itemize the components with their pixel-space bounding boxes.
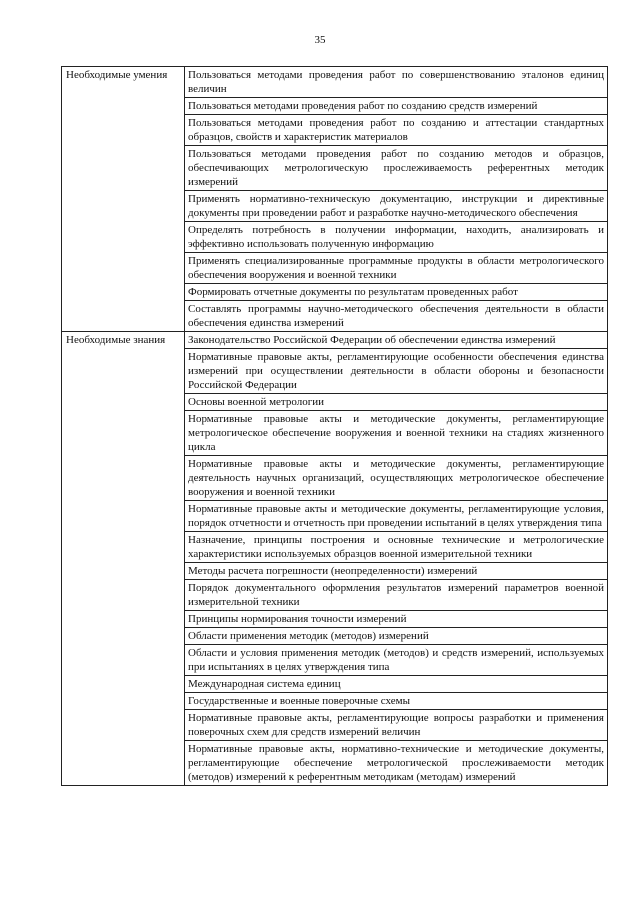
requirement-text: Нормативные правовые акты и методические документы, регламентирующие метрологическое обеспечение вооружения и военной техники на стадиях жизненного цикла <box>188 413 604 453</box>
page-number: 35 <box>314 34 326 46</box>
requirement-text: Нормативные правовые акты, регламентирующие вопросы разработки и применения поверочных схем для средств измерений величин <box>188 712 604 738</box>
requirements-table <box>61 66 608 786</box>
requirement-text: Пользоваться методами проведения работ по созданию средств измерений <box>188 100 538 112</box>
requirement-cell <box>185 301 608 332</box>
requirement-cell <box>185 563 608 580</box>
requirement-text: Нормативные правовые акты, регламентирующие особенности обеспечения единства измерений при осуществлении деятельности в области обороны и безопасности Российской Федерации <box>188 351 604 391</box>
requirement-cell <box>185 146 608 191</box>
requirement-cell <box>185 222 608 253</box>
requirement-text: Государственные и военные поверочные схемы <box>188 695 411 707</box>
section-title: Необходимые знания <box>62 332 185 786</box>
requirement-cell <box>185 456 608 501</box>
requirement-cell <box>185 349 608 394</box>
requirement-cell <box>185 411 608 456</box>
requirement-text: Назначение, принципы построения и основные технические и метрологические характеристики используемых образцов военной измерительной техники <box>188 534 604 560</box>
requirement-cell <box>185 191 608 222</box>
requirement-cell <box>185 284 608 301</box>
requirement-text: Нормативные правовые акты, нормативно-технические и методические документы, регламентирующие обеспечение метрологической прослеживаемости методик (методов) измерений к референтным методикам (методам) измерений <box>188 743 604 783</box>
requirement-cell <box>185 332 608 349</box>
table-row <box>62 332 608 349</box>
requirement-text: Области применения методик (методов) измерений <box>188 630 429 642</box>
requirement-text: Определять потребность в получении информации, находить, анализировать и эффективно использовать полученную информацию <box>188 224 604 250</box>
requirement-cell <box>185 693 608 710</box>
table-row <box>62 67 608 98</box>
requirement-text: Порядок документального оформления результатов измерений параметров военной измерительной техники <box>188 582 604 608</box>
requirement-text: Применять специализированные программные продукты в области метрологического обеспечения вооружения и военной техники <box>188 255 604 281</box>
requirement-text: Законодательство Российской Федерации об обеспечении единства измерений <box>188 334 556 346</box>
requirement-text: Применять нормативно-техническую документацию, инструкции и директивные документы при проведении работ и разработке научно-методического обеспечения <box>188 193 604 219</box>
requirement-cell <box>185 501 608 532</box>
requirement-cell <box>185 645 608 676</box>
requirement-text: Нормативные правовые акты и методические документы, регламентирующие условия, порядок отчетности и отчетность при проведении испытаний в целях утверждения типа <box>188 503 604 529</box>
requirement-cell <box>185 710 608 741</box>
requirement-text: Пользоваться методами проведения работ по совершенствованию эталонов единиц величин <box>188 69 604 95</box>
requirement-cell <box>185 394 608 411</box>
requirement-cell <box>185 532 608 563</box>
section-title: Необходимые умения <box>62 67 185 332</box>
requirement-cell <box>185 611 608 628</box>
requirement-cell <box>185 115 608 146</box>
requirement-cell <box>185 67 608 98</box>
requirement-text: Нормативные правовые акты и методические документы, регламентирующие деятельность научных организаций, осуществляющих метрологическое обеспечение вооружения и военной техники <box>188 458 604 498</box>
requirement-text: Основы военной метрологии <box>188 396 325 408</box>
requirement-text: Области и условия применения методик (методов) и средств измерений, используемых при испытаниях в целях утверждения типа <box>188 647 604 673</box>
requirement-cell <box>185 98 608 115</box>
requirement-text: Пользоваться методами проведения работ по созданию методов и образцов, обеспечивающих метрологическую прослеживаемость референтных методик измерений <box>188 148 604 188</box>
requirements-table-body <box>62 67 608 786</box>
requirement-cell <box>185 253 608 284</box>
requirement-cell <box>185 741 608 786</box>
requirement-cell <box>185 676 608 693</box>
requirement-cell <box>185 580 608 611</box>
requirement-text: Международная система единиц <box>188 678 341 690</box>
requirement-text: Методы расчета погрешности (неопределенности) измерений <box>188 565 478 577</box>
requirement-text: Принципы нормирования точности измерений <box>188 613 407 625</box>
requirement-text: Составлять программы научно-методического обеспечения деятельности в области обеспечения единства измерений <box>188 303 604 329</box>
requirement-text: Пользоваться методами проведения работ по созданию и аттестации стандартных образцов, свойств и характеристик материалов <box>188 117 604 143</box>
requirement-text: Формировать отчетные документы по результатам проведенных работ <box>188 286 518 298</box>
requirement-cell <box>185 628 608 645</box>
